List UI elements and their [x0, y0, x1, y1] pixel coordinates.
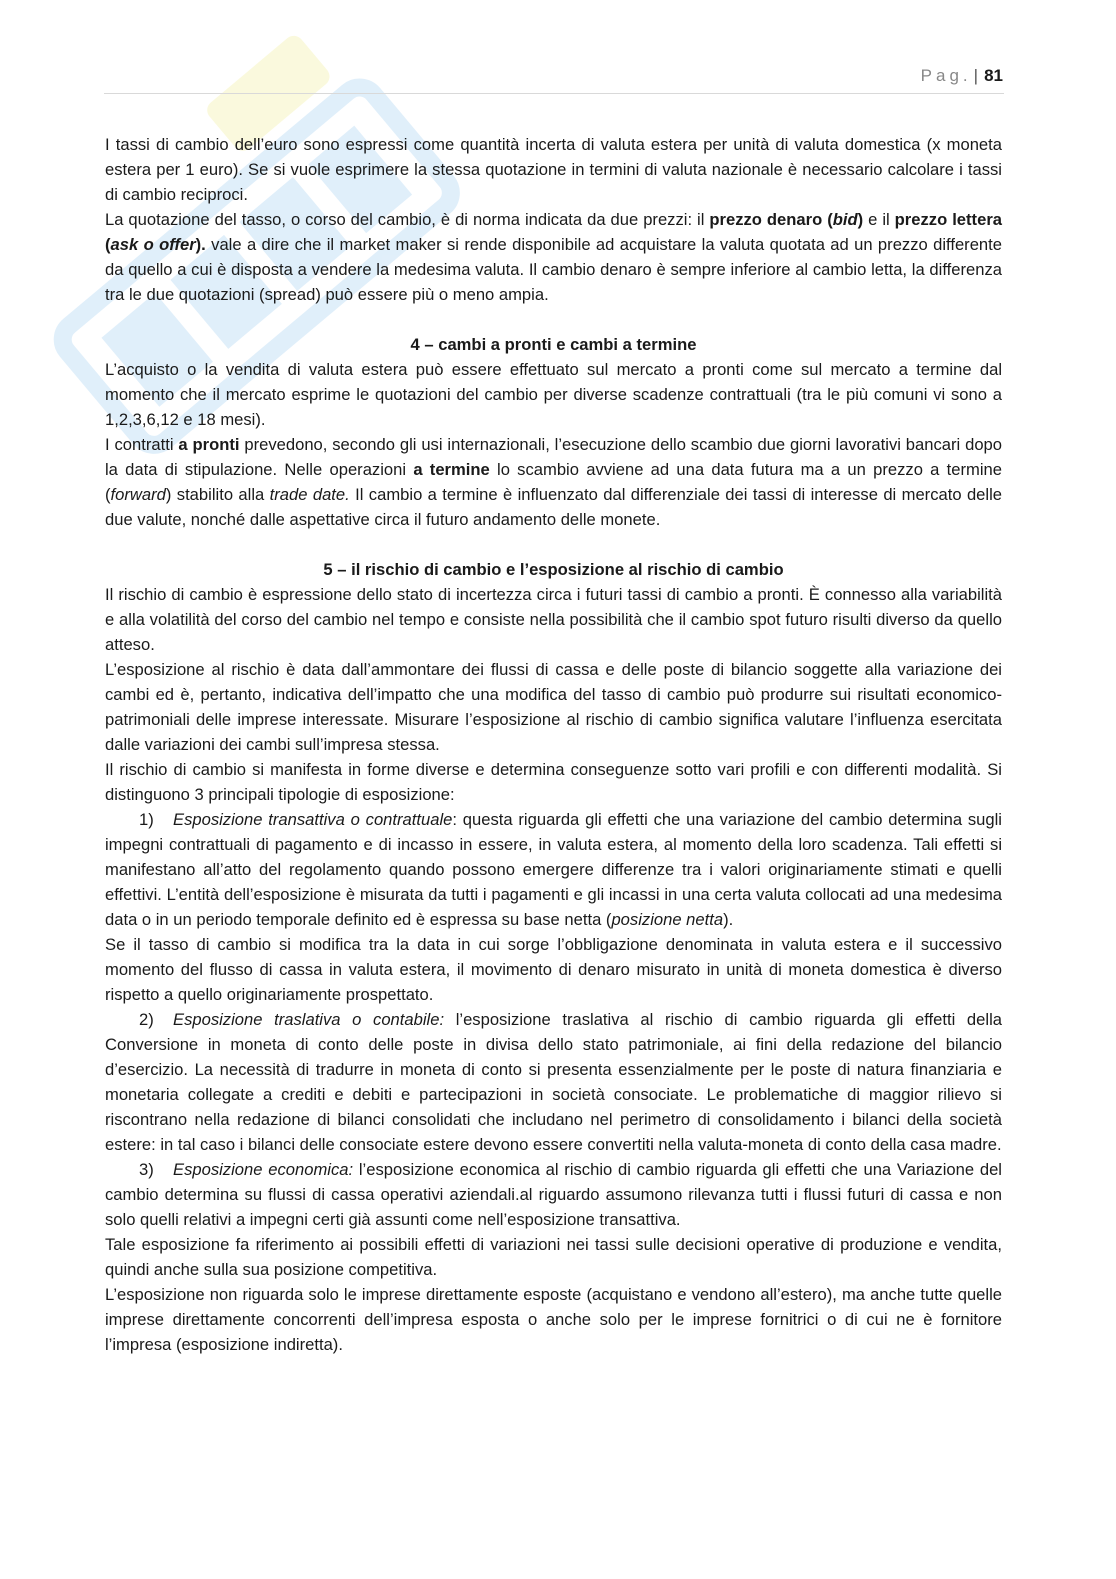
page-header [921, 66, 1003, 86]
document-body [105, 132, 1002, 1357]
paragraph: I tassi di cambio dell’euro sono espressi come quantità incerta di valuta estera per unità di valuta domestica (x moneta estera per 1 euro). Se si vuole esprimere la stessa quotazione in termini di valuta nazionale è necessario calcolare i tassi di cambio reciproci. [105, 135, 1002, 204]
header-rule [104, 93, 1004, 94]
paragraph: Il rischio di cambio si manifesta in forme diverse e determina conseguenze sotto vari profili e con differenti modalità. Si distinguono 3 principali tipologie di esposizione: [105, 760, 1002, 804]
paragraph: Il rischio di cambio è espressione dello stato di incertezza circa i futuri tassi di cambio a pronti. È connesso alla variabilità e alla volatilità del corso del cambio nel tempo e consiste nella possibilità che il cambio spot futuro risulti diverso da quello atteso. [105, 585, 1002, 654]
paragraph: I contratti a pronti prevedono, secondo gli usi internazionali, l’esecuzione dello scambio due giorni lavorativi bancari dopo la data di stipulazione. Nelle operazioni a termine lo scambio avviene ad una data futura ma a un prezzo a termine (forward) stabilito alla trade date. Il cambio a termine è influenzato dal differenziale dei tassi di interesse di mercato delle due valute, nonché dalle aspettative circa il futuro andamento delle monete. [105, 435, 1002, 529]
list-item: 3) Esposizione economica: l’esposizione economica al rischio di cambio riguarda gli effetti che una Variazione del cambio determina su flussi di cassa operativi aziendali.al riguardo assumono rilevanza tutti i flussi futuri di cassa e non solo quelli relativi a impegni certi già assunti come nell’esposizione transattiva. [105, 1160, 1002, 1229]
header-separator: | [973, 66, 979, 85]
paragraph: La quotazione del tasso, o corso del cambio, è di norma indicata da due prezzi: il prezzo denaro (bid) e il prezzo lettera (ask o offer). vale a dire che il market maker si rende disponibile ad acquistare la valuta quotata ad un prezzo differente da quello a cui è disposta a vendere la medesima valuta. Il cambio denaro è sempre inferiore al cambio letta, la differenza tra le due quotazioni (spread) può essere più o meno ampia. [105, 210, 1002, 304]
list-item: 2) Esposizione traslativa o contabile: l’esposizione traslativa al rischio di cambio riguarda gli effetti della Conversione in moneta di conto delle poste in divisa dello stato patrimoniale, ai fini della redazione del bilancio d’esercizio. La necessità di tradurre in moneta di conto si presenta essenzialmente per le poste di natura finanziaria e monetaria collegate a crediti e debiti e partecipazioni in società consociate. Le problematiche di maggior rilievo si riscontrano nella redazione di bilanci consolidati che includano nel perimetro di consolidamento i bilanci della società estere: in tal caso i bilanci delle consociate estere devono essere convertiti nella valuta-moneta di conto della casa madre. [105, 1010, 1002, 1154]
section-heading: 5 – il rischio di cambio e l’esposizione al rischio di cambio [323, 560, 784, 579]
section-heading: 4 – cambi a pronti e cambi a termine [410, 335, 697, 354]
list-item: 1) Esposizione transattiva o contrattuale: questa riguarda gli effetti che una variazione del cambio determina sugli impegni contrattuali di pagamento e di incasso in essere, in valuta estera, al momento della loro scadenza. Tali effetti si manifestano all’atto del regolamento quando possono emergere differenze tra i valori originariamente stimati e quelli effettivi. L’entità dell’esposizione è misurata da tutti i pagamenti e gli incassi in una certa valuta collocati ad una medesima data o in un periodo temporale definito ed è espressa su base netta (posizione netta). [105, 810, 1002, 929]
paragraph: Se il tasso di cambio si modifica tra la data in cui sorge l’obbligazione denominata in valuta estera e il successivo momento del flusso di cassa in valuta estera, il movimento di denaro misurato in unità di moneta domestica è diverso rispetto a quello originariamente prospettato. [105, 935, 1002, 1004]
paragraph: L’esposizione non riguarda solo le imprese direttamente esposte (acquistano e vendono all’estero), ma anche tutte quelle imprese direttamente concorrenti dell’impresa esposta o anche solo per le imprese fornitrici o di cui ne è fornitore l’impresa (esposizione indiretta). [105, 1285, 1002, 1354]
spacer [105, 307, 1002, 332]
page-label: Pag. [920, 66, 972, 85]
page-number: 81 [984, 66, 1003, 85]
paragraph: L’acquisto o la vendita di valuta estera può essere effettuato sul mercato a pronti come sul mercato a termine dal momento che il mercato esprime le quotazioni del cambio per diverse scadenze contrattuali (tra le più comuni vi sono a 1,2,3,6,12 e 18 mesi). [105, 360, 1002, 429]
spacer [105, 532, 1002, 557]
paragraph: L’esposizione al rischio è data dall’ammontare dei flussi di cassa e delle poste di bilancio soggette alla variazione dei cambi ed è, pertanto, indicativa dell’impatto che una modifica del tasso di cambio può produrre sui risultati economico-patrimoniali delle imprese interessate. Misurare l’esposizione al rischio di cambio significa valutare l’influenza esercitata dalle variazioni dei cambi sull’impresa stessa. [105, 660, 1002, 754]
paragraph: Tale esposizione fa riferimento ai possibili effetti di variazioni nei tassi sulle decisioni operative di produzione e vendita, quindi anche sulla sua posizione competitiva. [105, 1235, 1002, 1279]
